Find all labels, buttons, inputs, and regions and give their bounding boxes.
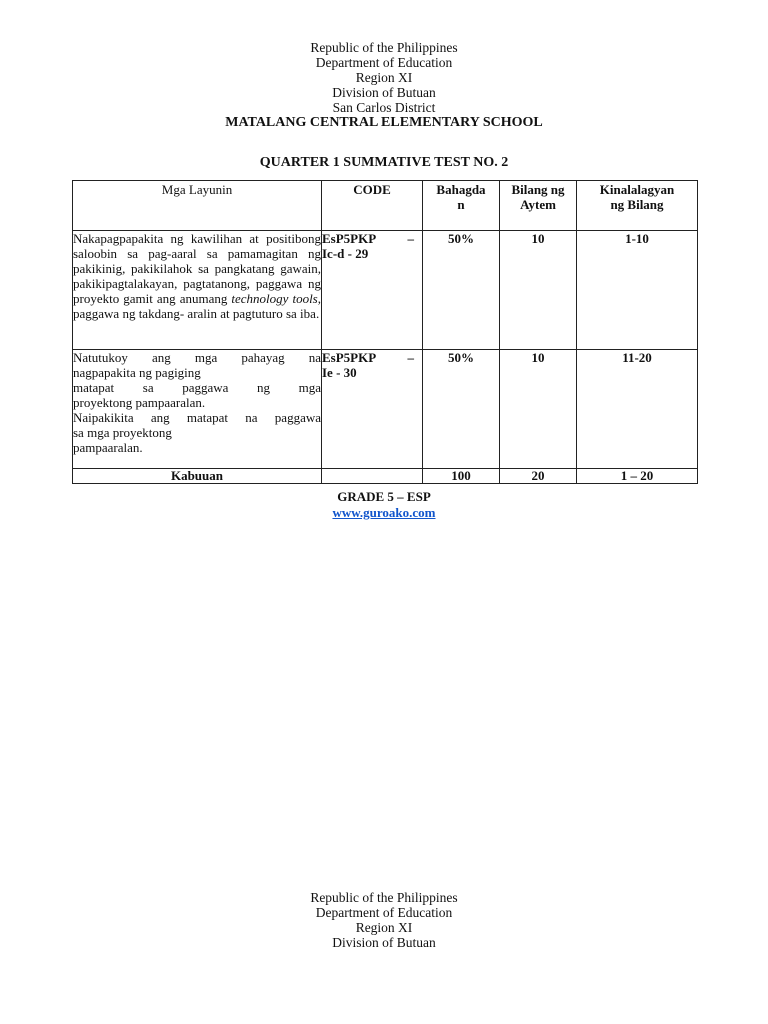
code-line1: EsP5PKP – — [322, 350, 414, 365]
document-header — [0, 40, 768, 130]
header-region: Region XI — [355, 920, 413, 935]
header-percent — [423, 181, 500, 231]
header-district: San Carlos District — [332, 100, 436, 115]
objective-line: nagpapakita ng pagiging — [73, 365, 201, 380]
header-school-name: MATALANG CENTRAL ELEMENTARY SCHOOL — [225, 115, 543, 130]
percent-cell: 50% — [423, 350, 500, 469]
items-cell: 10 — [500, 350, 577, 469]
items-cell: 10 — [500, 231, 577, 350]
table-header-row — [73, 181, 698, 231]
objective-text: Nakapagpapakita ng kawilihan at positibong saloobin sa pag-aaral sa pamamagitan ng pakikinig, pakikilahok sa pangkatang gawain, pakikipagtalakayan, pagtatanong, paggawa ng proyekto gamit ang anumang — [73, 231, 321, 306]
code-line2: Ie - 30 — [322, 365, 357, 380]
header-division: Division of Butuan — [332, 935, 436, 950]
objective-line: pampaaralan. — [73, 440, 143, 455]
total-items: 20 — [500, 469, 577, 484]
header-objectives: Mga Layunin — [73, 181, 322, 231]
header-percent-line2: n — [457, 197, 465, 212]
header-department: Department of Education — [315, 905, 453, 920]
next-page-header — [0, 890, 768, 950]
percent-cell: 50% — [423, 231, 500, 350]
website-link-container — [0, 505, 768, 521]
header-placement — [577, 181, 698, 231]
objective-line: matapat sa paggawa ng mga — [73, 380, 321, 395]
total-row — [73, 469, 698, 484]
code-line2: Ic-d - 29 — [322, 246, 369, 261]
header-percent-line1: Bahagda — [436, 182, 486, 197]
objective-line: sa mga proyektong — [73, 425, 172, 440]
header-republic: Republic of the Philippines — [310, 890, 458, 905]
placement-cell: 11-20 — [577, 350, 698, 469]
header-items-line1: Bilang ng — [511, 182, 565, 197]
header-placement-line1: Kinalalagyan — [599, 182, 675, 197]
placement-cell: 1-10 — [577, 231, 698, 350]
objective-line: Natutukoy ang mga pahayag na — [73, 350, 321, 365]
header-items — [500, 181, 577, 231]
total-code — [322, 469, 423, 484]
test-title: QUARTER 1 SUMMATIVE TEST NO. 2 — [259, 155, 509, 170]
grade-subject-label: GRADE 5 – ESP — [337, 489, 431, 504]
header-division: Division of Butuan — [332, 85, 436, 100]
objective-cell — [73, 231, 322, 350]
total-label: Kabuuan — [73, 469, 322, 484]
objective-line: proyektong pampaaralan. — [73, 395, 206, 410]
header-region: Region XI — [355, 70, 413, 85]
total-percent: 100 — [423, 469, 500, 484]
objective-text-end: , paggawa ng takdang- aralin at pagtuturo sa iba. — [73, 291, 321, 321]
header-items-line2: Aytem — [520, 197, 556, 212]
code-cell — [322, 231, 423, 350]
objective-cell — [73, 350, 322, 469]
code-cell — [322, 350, 423, 469]
total-placement: 1 – 20 — [577, 469, 698, 484]
website-link[interactable]: www.guroako.com — [332, 505, 436, 520]
header-placement-line2: ng Bilang — [610, 197, 664, 212]
header-code: CODE — [322, 181, 423, 231]
table-row — [73, 350, 698, 469]
specification-table — [72, 180, 698, 484]
objective-emphasis: technology tools — [231, 291, 318, 306]
objective-line: Naipakikita ang matapat na paggawa — [73, 410, 321, 425]
table-row — [73, 231, 698, 350]
header-department: Department of Education — [315, 55, 453, 70]
code-line1: EsP5PKP – — [322, 231, 414, 246]
header-republic: Republic of the Philippines — [310, 40, 458, 55]
